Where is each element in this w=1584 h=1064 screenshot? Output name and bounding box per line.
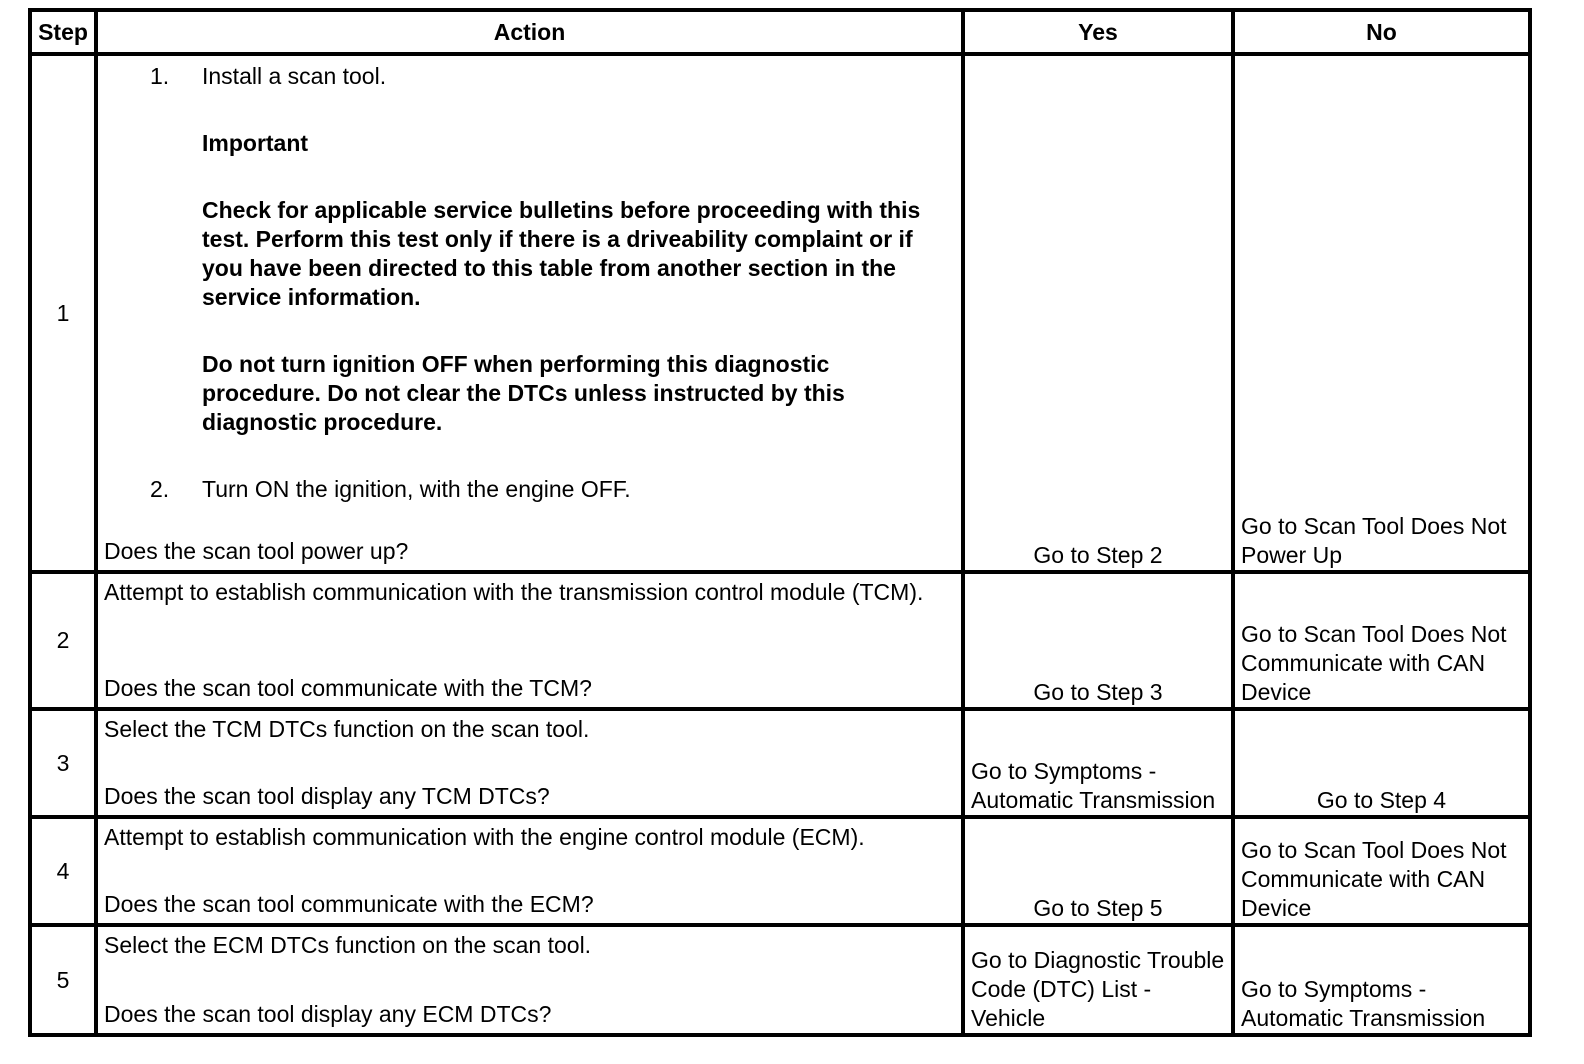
no-cell: Go to Symptoms - Automatic Transmission [1233, 925, 1530, 1035]
table-row [30, 572, 1530, 709]
table-row [30, 709, 1530, 817]
header-step: Step [30, 10, 96, 54]
no-cell: Go to Scan Tool Does Not Communicate with CAN Device [1233, 572, 1530, 709]
instruction-text: Attempt to establish communication with the transmission control module (TCM). [104, 579, 924, 605]
header-action: Action [96, 10, 963, 54]
table-row [30, 54, 1530, 572]
important-paragraph: Do not turn ignition OFF when performing this diagnostic procedure. Do not clear the DTCs unless instructed by this diagnostic procedure. [202, 351, 845, 435]
question-text: Does the scan tool display any TCM DTCs? [104, 783, 550, 809]
step-number: 2 [30, 572, 96, 709]
yes-cell: Go to Step 2 [963, 54, 1233, 572]
step-number: 1 [30, 54, 96, 572]
header-yes: Yes [963, 10, 1233, 54]
list-item [104, 475, 955, 504]
yes-cell: Go to Step 3 [963, 572, 1233, 709]
step-number: 4 [30, 817, 96, 925]
no-cell: Go to Scan Tool Does Not Communicate with CAN Device [1233, 817, 1530, 925]
list-text: Turn ON the ignition, with the engine OFF. [202, 476, 631, 502]
step-number: 3 [30, 709, 96, 817]
action-cell [96, 925, 963, 1035]
no-cell: Go to Step 4 [1233, 709, 1530, 817]
question-text: Does the scan tool communicate with the ECM? [104, 891, 594, 917]
list-number: 2. [150, 476, 170, 502]
list-text: Install a scan tool. [202, 63, 387, 89]
instruction-text: Select the ECM DTCs function on the scan tool. [104, 932, 592, 958]
yes-cell: Go to Step 5 [963, 817, 1233, 925]
table-row [30, 817, 1530, 925]
step-number: 5 [30, 925, 96, 1035]
question-text: Does the scan tool display any ECM DTCs? [104, 1001, 552, 1027]
action-cell [96, 54, 963, 572]
instruction-text: Attempt to establish communication with the engine control module (ECM). [104, 824, 865, 850]
list-number: 1. [150, 63, 170, 89]
important-paragraph: Check for applicable service bulletins before proceeding with this test. Perform this test only if there is a driveability complaint or if you have been directed to this table from another section in the service information. [202, 197, 921, 310]
yes-cell: Go to Symptoms - Automatic Transmission [963, 709, 1233, 817]
action-cell [96, 817, 963, 925]
question-text: Does the scan tool communicate with the TCM? [104, 675, 592, 701]
table-row [30, 925, 1530, 1035]
instruction-text: Select the TCM DTCs function on the scan tool. [104, 716, 590, 742]
action-cell [96, 709, 963, 817]
important-notice [104, 129, 955, 437]
header-no: No [1233, 10, 1530, 54]
action-cell [96, 572, 963, 709]
list-item [104, 62, 955, 91]
diagnostic-table [28, 8, 1532, 1037]
no-cell: Go to Scan Tool Does Not Power Up [1233, 54, 1530, 572]
question-text: Does the scan tool power up? [104, 538, 409, 564]
yes-cell: Go to Diagnostic Trouble Code (DTC) List - Vehicle [963, 925, 1233, 1035]
header-row [30, 10, 1530, 54]
important-heading: Important [202, 130, 309, 156]
